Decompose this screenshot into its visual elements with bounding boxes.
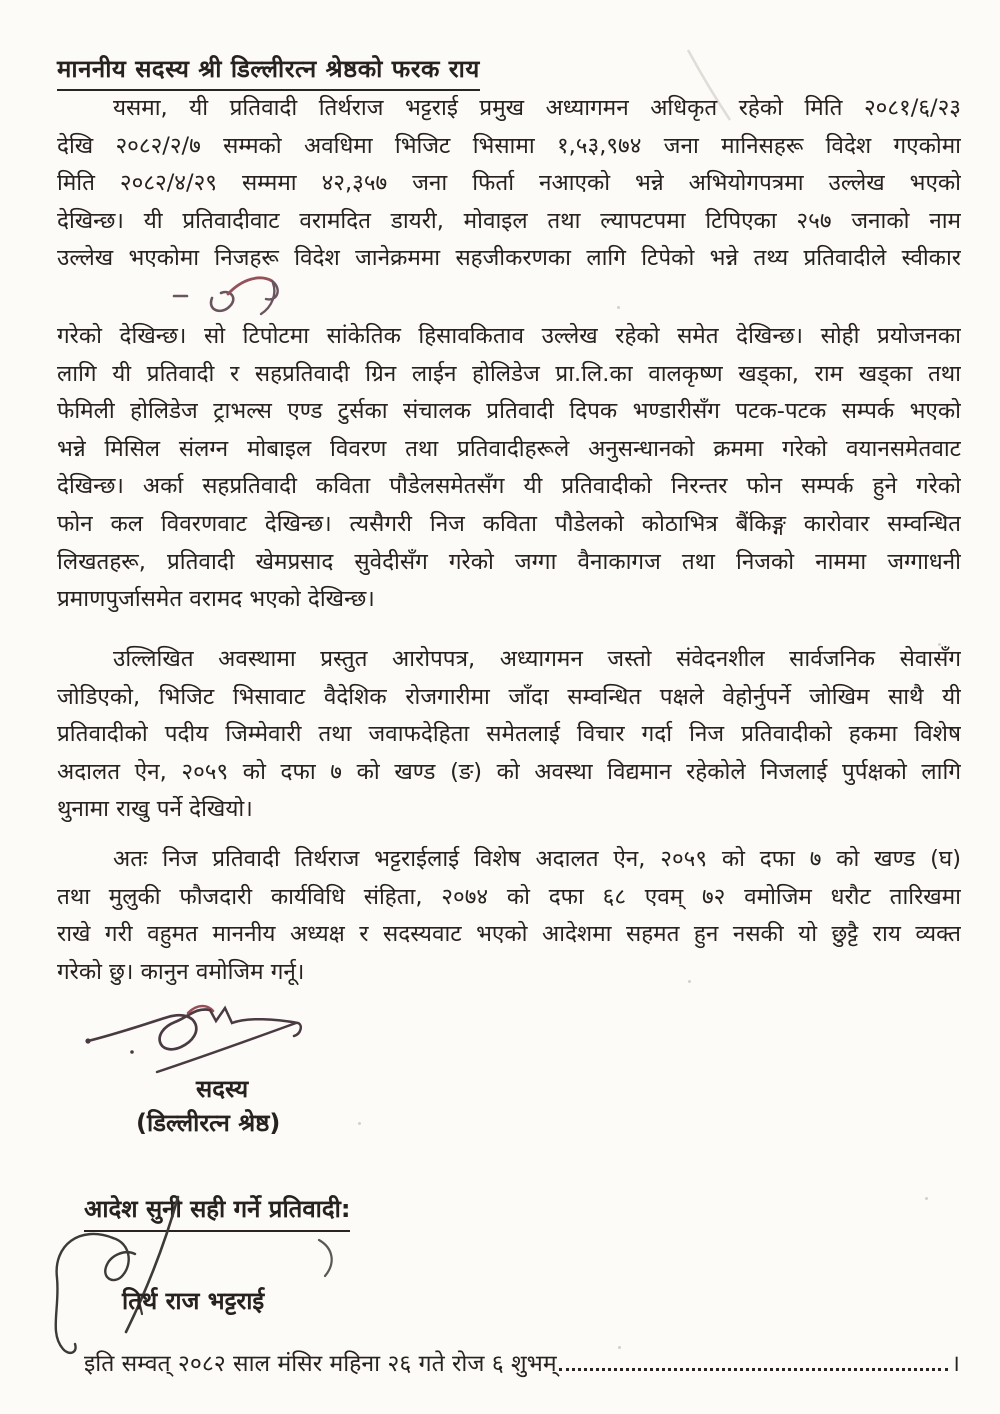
text-line: थुनामा राखु पर्ने देखियो। bbox=[57, 796, 253, 823]
dotted-leader bbox=[559, 1367, 949, 1371]
text-line: लागि यी प्रतिवादी र सहप्रतिवादी ग्रिन लाईन होलिडेज प्रा.लि.का वालकृष्ण खड्का, राम खड्का तथा bbox=[57, 360, 961, 387]
scan-speck bbox=[925, 1197, 928, 1200]
text-line: देखि २०८२/२/७ सम्मको अवधिमा भिजिट भिसामा १,५३,९७४ जना मानिसहरू विदेश गएकोमा bbox=[57, 132, 961, 159]
document-title: माननीय सदस्य श्री डिल्लीरत्न श्रेष्ठको फरक राय bbox=[57, 52, 480, 91]
text-line: उल्लेख भएकोमा निजहरू विदेश जानेक्रममा सहजीकरणका लागि टिपेको भन्ने तथ्य प्रतिवादीले स्वीकार bbox=[57, 245, 961, 272]
scan-speck bbox=[617, 306, 620, 309]
defendant-signature bbox=[35, 1183, 345, 1361]
text-line: देखिन्छ। अर्का सहप्रतिवादी कविता पौडेलसमेतसँग यी प्रतिवादीको निरन्तर फोन सम्पर्क हुने गरेको bbox=[57, 473, 961, 500]
scan-speck bbox=[358, 1122, 361, 1125]
text-line: गरेको देखिन्छ। सो टिपोटमा सांकेतिक हिसावकिताव उल्लेख रहेको समेत देखिन्छ। सोही प्रयोजनका bbox=[57, 323, 961, 349]
member-signature bbox=[80, 995, 315, 1083]
text-line: अदालत ऐन, २०५९ को दफा ७ को खण्ड (ङ) को अवस्था विद्यमान रहेकोले निजलाई पुर्पक्षको लागि bbox=[57, 758, 961, 785]
order-acknowledgment-heading: आदेश सुनी सही गर्ने प्रतिवादी: bbox=[84, 1192, 350, 1232]
text-line: फोन कल विवरणवाट देखिन्छ। त्यसैगरी निज कविता पौडेलको कोठाभित्र बैंकिङ्ग कारोवार सम्वन्धित bbox=[57, 510, 961, 537]
signatory-role: सदस्य bbox=[196, 1075, 249, 1103]
text-line: गरेको छु। कानुन वमोजिम गर्नू। bbox=[57, 958, 305, 985]
handwritten-scribble bbox=[160, 258, 330, 322]
closing-end-mark: । bbox=[951, 1351, 960, 1377]
paragraph-2 bbox=[57, 318, 961, 619]
text-line: उल्लिखित अवस्थामा प्रस्तुत आरोपपत्र, अध्यागमन जस्तो संवेदनशील सार्वजनिक सेवासँग bbox=[113, 646, 961, 672]
text-line: तथा मुलुकी फौजदारी कार्यविधि संहिता, २०७४ को दफा ६८ एवम् ७२ वमोजिम धरौट तारिखमा bbox=[57, 883, 961, 910]
text-line: भन्ने मिसिल संलग्न मोबाइल विवरण तथा प्रतिवादीहरूले अनुसन्धानको क्रममा गरेको वयानसमेतवाट bbox=[57, 435, 961, 462]
closing-date-line bbox=[84, 1346, 960, 1378]
text-line: अतः निज प्रतिवादी तिर्थराज भट्टराईलाई विशेष अदालत ऐन, २०५९ को दफा ७ को खण्ड (घ) bbox=[113, 846, 961, 872]
text-line: देखिन्छ। यी प्रतिवादीवाट वरामदित डायरी, मोवाइल तथा ल्यापटपमा टिपिएका २५७ जनाको नाम bbox=[57, 207, 961, 234]
paragraph-4 bbox=[57, 841, 961, 991]
text-line: लिखतहरू, प्रतिवादी खेमप्रसाद सुवेदीसँग गरेको जग्गा वैनाकागज तथा निजको नाममा जग्गाधनी bbox=[57, 548, 961, 575]
text-line: प्रतिवादीको पदीय जिम्मेवारी तथा जवाफदेहिता समेतलाई विचार गर्दा निज प्रतिवादीको हकमा विशेष bbox=[57, 721, 961, 748]
closing-text: इति सम्वत् २०८२ साल मंसिर महिना २६ गते रोज ६ शुभम् bbox=[84, 1351, 557, 1377]
paragraph-1 bbox=[57, 90, 961, 278]
text-line: राखे गरी वहुमत माननीय अध्यक्ष र सदस्यवाट भएको आदेशमा सहमत हुन नसकी यो छुट्टै राय व्यक्त bbox=[57, 921, 961, 948]
text-line: फेमिली होलिडेज ट्राभल्स एण्ड टुर्सका संचालक प्रतिवादी दिपक भण्डारीसँग पटक-पटक सम्पर्क भएको bbox=[57, 398, 961, 425]
signatory-name: (डिल्लीरत्न श्रेष्ठ) bbox=[136, 1109, 281, 1137]
defendant-name: तिर्थ राज भट्टराई bbox=[122, 1287, 265, 1315]
paragraph-3 bbox=[57, 641, 961, 829]
text-line: प्रमाणपुर्जासमेत वरामद भएको देखिन्छ। bbox=[57, 586, 375, 613]
text-line: जोडिएको, भिजिट भिसावाट वैदेशिक रोजगारीमा जाँदा सम्वन्धित पक्षले वेहोर्नुपर्ने जोखिम साथै यी bbox=[57, 683, 961, 710]
text-line: यसमा, यी प्रतिवादी तिर्थराज भट्टराई प्रमुख अध्यागमन अधिकृत रहेको मिति २०८१/६/२३ bbox=[113, 95, 961, 121]
text-line: मिति २०८२/४/२९ सम्ममा ४२,३५७ जना फिर्ता नआएको भन्ने अभियोगपत्रमा उल्लेख भएको bbox=[57, 170, 961, 197]
